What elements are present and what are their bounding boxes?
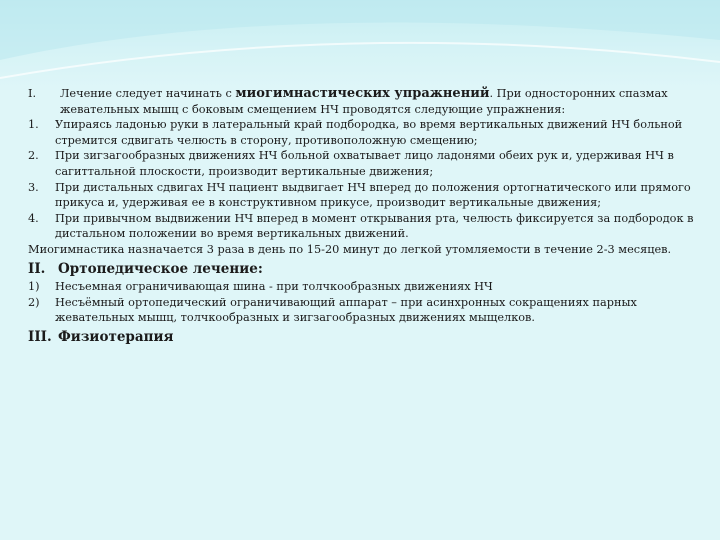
exercise-text: При зигзагообразных движениях НЧ больной охватывает лицо ладонями обеих рук и, удерживая НЧ в сагиттальной плоскости, производит вертикальные движения; bbox=[55, 149, 674, 178]
orthopedic-item bbox=[28, 295, 698, 326]
decorative-wave bbox=[0, 0, 720, 92]
schedule-note: Миогимнастика назначается 3 раза в день по 15-20 минут до легкой утомляемости в течение 2-3 месяцев. bbox=[28, 242, 672, 256]
section-title: Ортопедическое лечение: bbox=[58, 260, 263, 277]
exercise-item bbox=[28, 180, 698, 211]
intro-lead: Лечение следует начинать с bbox=[60, 87, 236, 100]
intro-rest: . При односторонних спазмах жевательных мышц с боковым смещением НЧ проводятся следующие упражнения: bbox=[60, 87, 668, 116]
intro-text bbox=[28, 86, 698, 117]
exercise-number: 2. bbox=[28, 149, 39, 163]
exercise-text: При дистальных сдвигах НЧ пациент выдвигает НЧ вперед до положения ортогнатического или прямого прикуса и, удерживая ее в конструктивном прикусе, производит вертикальные движения; bbox=[55, 180, 691, 210]
section-heading-orthopedic bbox=[28, 262, 698, 278]
exercise-text: Упираясь ладонью руки в латеральный край подбородка, во время вертикальных движений НЧ больной стремится сдвигать челюсть в сторону, противоположную смещению; bbox=[55, 118, 683, 147]
item-number: 2) bbox=[28, 295, 40, 309]
section-numeral: I. bbox=[28, 87, 37, 100]
slide-body bbox=[28, 86, 698, 348]
section-numeral: II. bbox=[28, 260, 46, 277]
exercise-number: 1. bbox=[28, 118, 39, 132]
section-title: Физиотерапия bbox=[58, 328, 174, 345]
item-number: 1) bbox=[28, 280, 40, 294]
exercise-number: 4. bbox=[28, 211, 39, 225]
orthopedic-item bbox=[28, 279, 698, 295]
item-text: Несъёмный ортопедический ограничивающий аппарат – при асинхронных сокращениях парных жевательных мышц, толчкообразных и зигзагообразных движениях мыщелков. bbox=[55, 295, 637, 325]
exercise-text: При привычном выдвижении НЧ вперед в момент открывания рта, челюсть фиксируется за подбородок в дистальном положении во время вертикальных движений. bbox=[55, 211, 694, 241]
intro-emphasis: миогимнастических упражнений bbox=[235, 86, 490, 101]
exercise-item bbox=[28, 117, 698, 148]
intro-paragraph bbox=[28, 86, 698, 117]
exercise-number: 3. bbox=[28, 180, 39, 194]
section-numeral: III. bbox=[28, 328, 52, 345]
section-heading-physio bbox=[28, 330, 698, 346]
exercise-item bbox=[28, 148, 698, 179]
exercise-item bbox=[28, 211, 698, 242]
item-text: Несъемная ограничивающая шина - при толчкообразных движениях НЧ bbox=[55, 280, 493, 294]
